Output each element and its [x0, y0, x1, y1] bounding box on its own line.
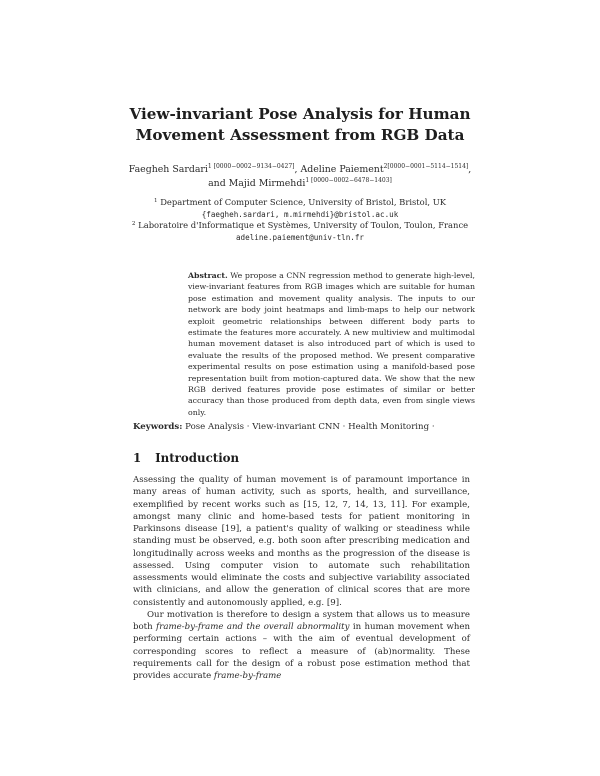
keywords-text: Pose Analysis · View-invariant CNN · Health Monitoring ·: [185, 422, 435, 432]
affiliation-1-email: {faegheh.sardari, m.mirmehdi}@bristol.ac.uk: [201, 209, 399, 219]
affiliation-2-email: adeline.paiement@univ-tln.fr: [235, 232, 364, 242]
abstract: [188, 270, 475, 418]
title-line-2: Movement Assessment from RGB Data: [135, 126, 465, 144]
author-orcid: 1 [0000−0002−9134−0427]: [207, 163, 295, 170]
section-title: Introduction: [155, 451, 240, 465]
author-orcid: 1 [0000−0002−6478−1403]: [305, 177, 392, 184]
paragraph: Assessing the quality of human movement is of paramount importance in many areas of human activity, such as sports, health, and surveillance, exemplified by recent works such as [15, 12, 7, 14, 13, 11]. For example, amongst many clinic and home-based tests for patient monitoring in Parkinsons disease [19], a patient's quality of walking or steadiness while standing must be observed, e.g. both soon after prescribing medication and longitudinally across weeks and months as the progression of the disease is assessed. Using computer vision to automate such rehabilitation assessments would eliminate the costs and subjective variability associated with clinicians, and allow the generation of clinical scores that are more consistently and autonomously applied, e.g. [9].: [133, 475, 470, 608]
author-line-2: [86, 177, 514, 191]
author-name: Faegheh Sardari: [128, 164, 208, 175]
section-heading: [133, 450, 473, 466]
abstract-label: Abstract.: [188, 271, 228, 280]
author-list: [86, 163, 514, 191]
author-line-1: Faegheh Sardari$^{1 [0000-0002-9134-0427]}$, Adeline Paiement$^{2[0000-0001-5114-1514]}$,: [128, 163, 472, 175]
affiliation-text: Laboratoire d'Informatique et Systèmes, University of Toulon, Toulon, France: [138, 220, 469, 231]
affiliation-text: Department of Computer Science, University of Bristol, Bristol, UK: [160, 197, 447, 207]
paragraph-text: Our motivation is therefore to design a system that allows us to measure both: [133, 609, 470, 632]
affiliation-marker: 1: [153, 198, 158, 204]
author-name: and Majid Mirmehdi: [208, 178, 306, 189]
abstract-text: We propose a CNN regression method to generate high-level, view-invariant features from RGB images which are suitable for human pose estimation and movement quality analysis. The inputs to our network are body joint heatmaps and limb-maps to help our network exploit geometric relationships between different body parts to estimate the features more accurately. A new multiview and multimodal human movement dataset is also introduced part of which is used to evaluate the results of the proposed method. We present comparative experimental results on pose estimation using a manifold-based pose representation built from motion-captured data. We show that the new RGB derived features provide pose estimates of similar or better accuracy than those produced from depth data, even from single views only.: [188, 271, 475, 417]
affiliation-1: [100, 197, 500, 209]
paragraph: [133, 609, 470, 683]
keywords-label: Keywords:: [133, 422, 183, 432]
author-name: Adeline Paiement: [300, 164, 384, 175]
title-line-1: View-invariant Pose Analysis for Human: [129, 105, 471, 123]
affiliations: [100, 197, 500, 243]
paragraph-text: in human movement when performing certain actions – with the aim of eventual development of corresponding scores to reflect a measure of (ab)normality. These requirements call for the design of a robust pose estimation method that provides accurate: [133, 622, 471, 681]
affiliation-2: [100, 220, 500, 232]
emphasis-text: frame-by-frame: [213, 671, 282, 681]
introduction-body: [133, 474, 470, 682]
paper-title: [90, 104, 510, 146]
author-orcid: 2[0000−0001−5114−1514]: [383, 163, 469, 170]
keywords: [133, 421, 473, 433]
section-number: 1: [133, 451, 142, 465]
affiliation-marker: 2: [131, 221, 136, 228]
emphasis-text: frame-by-frame and the overall abnormality: [156, 622, 350, 632]
